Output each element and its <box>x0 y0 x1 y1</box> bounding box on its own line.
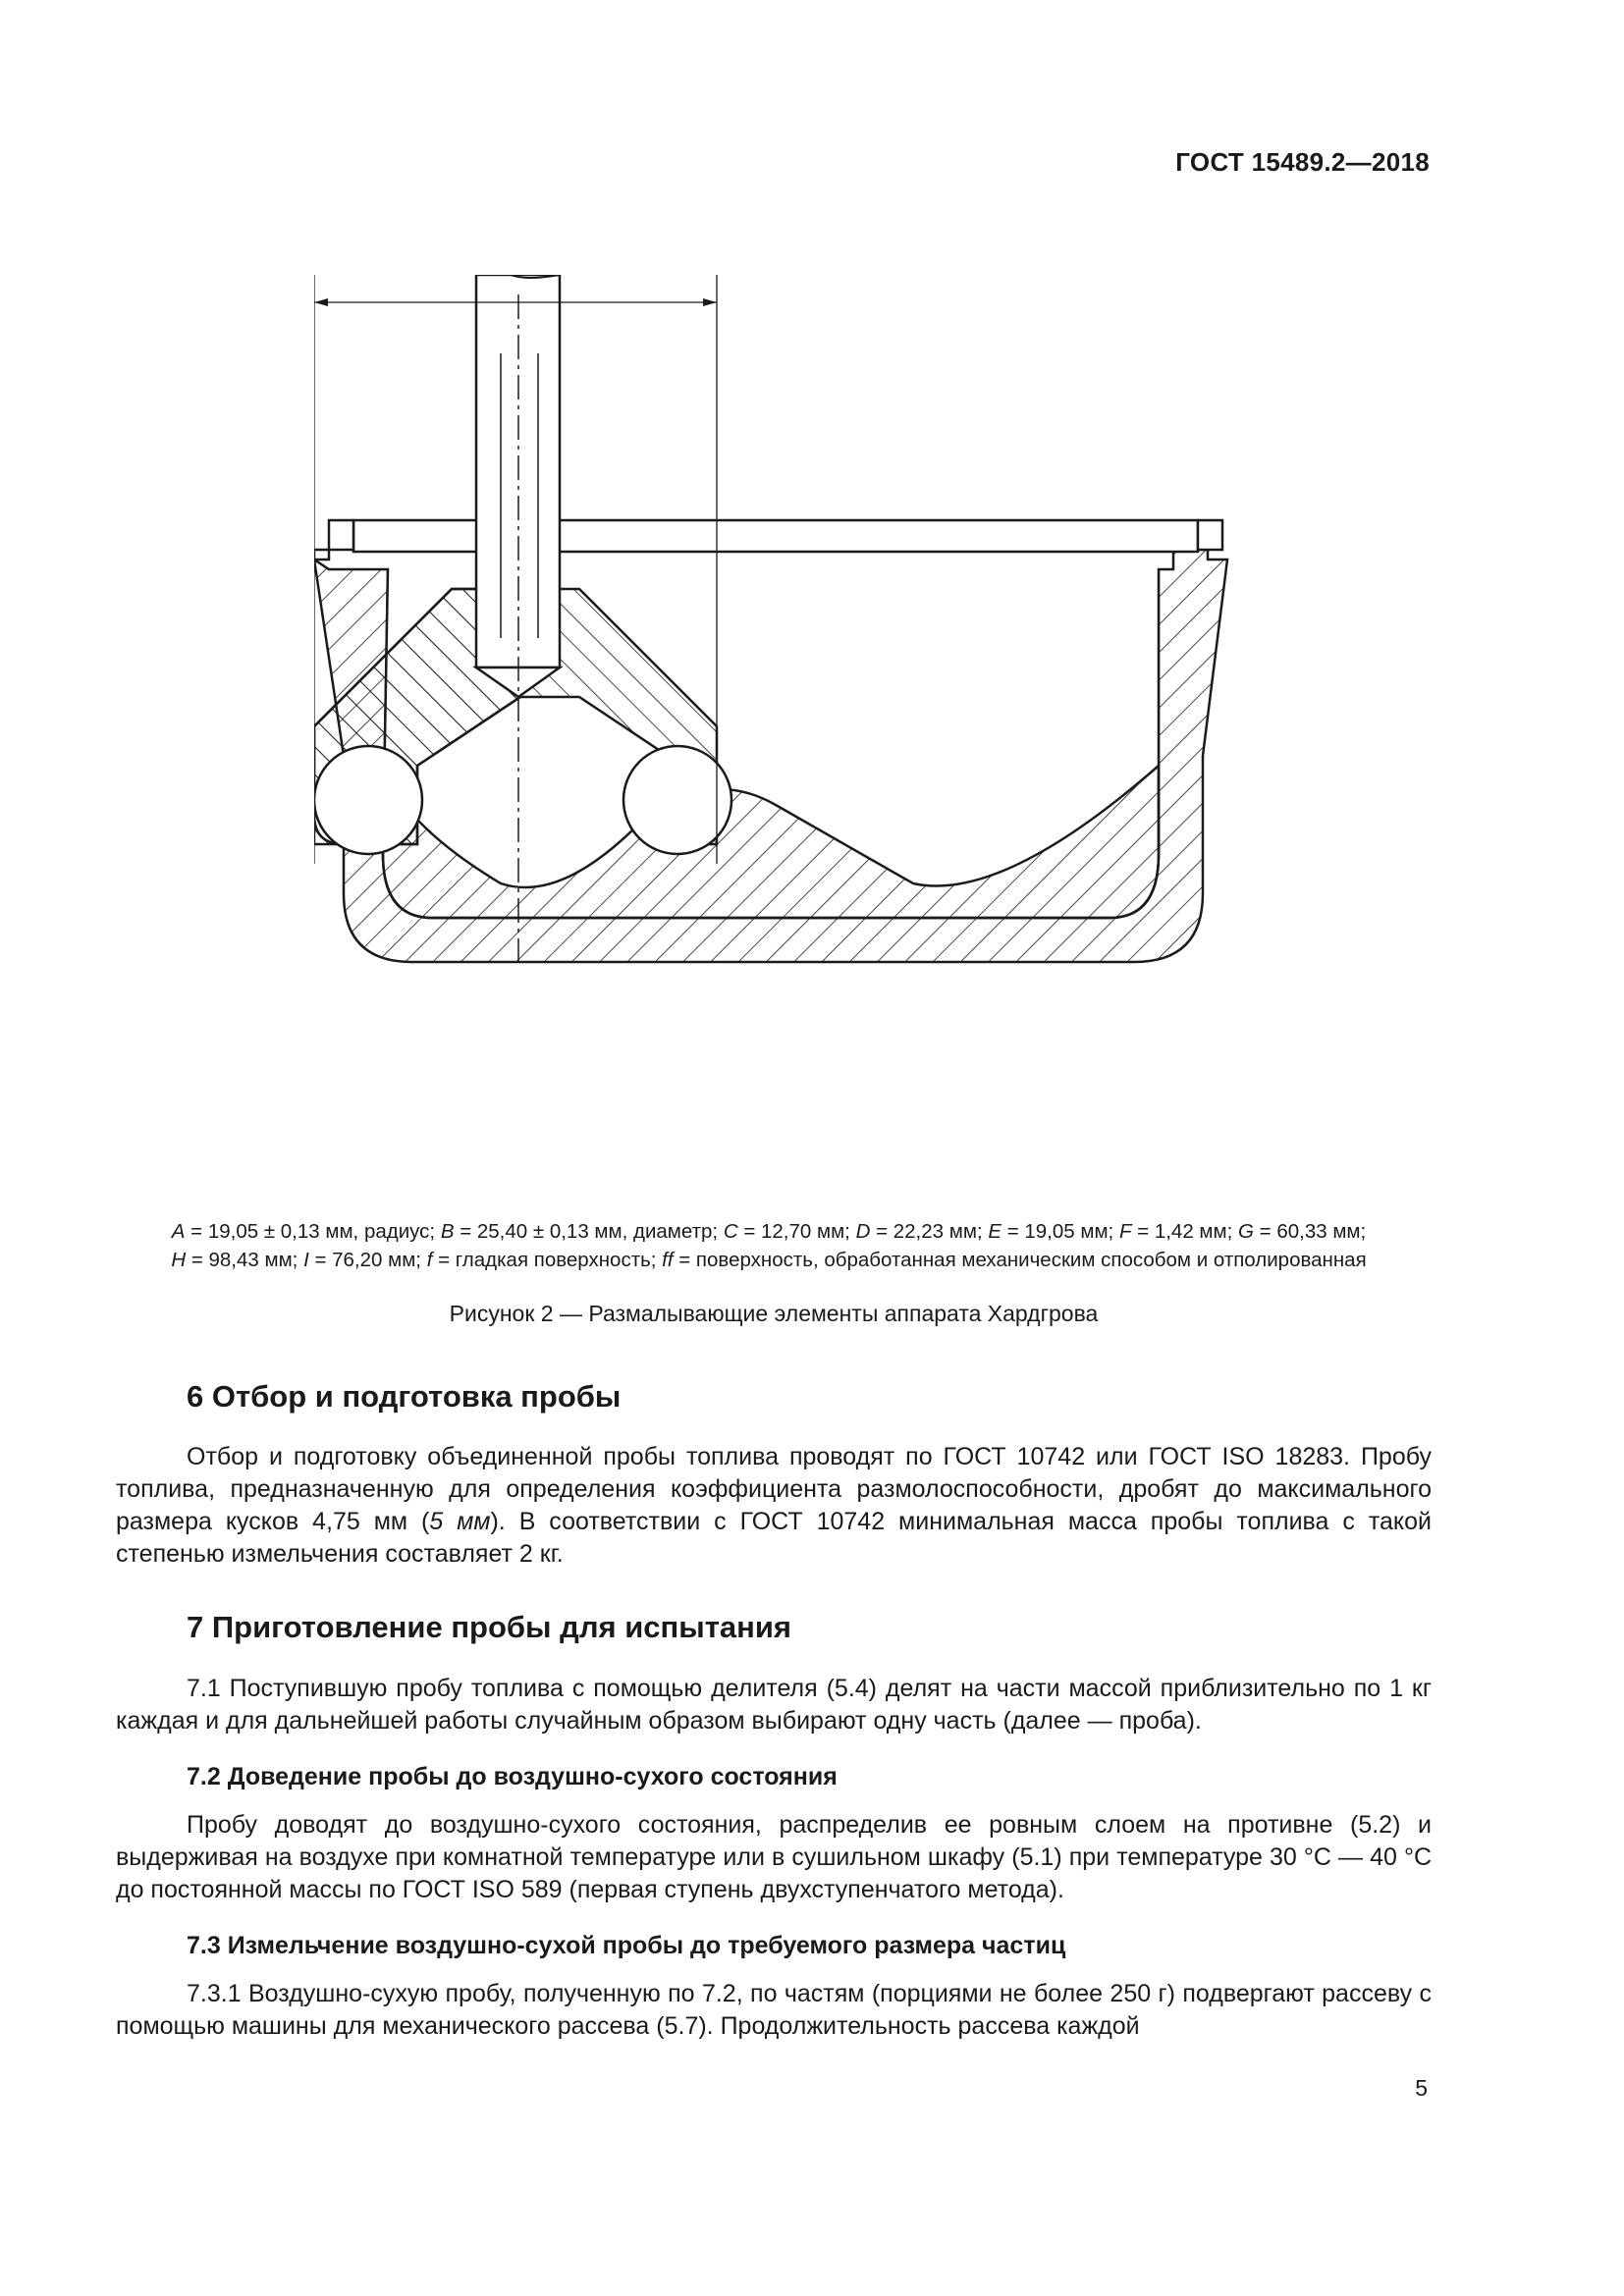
legend-line-1: A = 19,05 ± 0,13 мм, радиус; B = 25,40 ± 0,13 мм, диаметр; C = 12,70 мм; D = 22,23 мм; E = 19,05 мм; F = 1,42 мм; G = 60,33 мм; <box>171 1220 1367 1243</box>
section-6-paragraph: Отбор и подготовку объединенной пробы топлива проводят по ГОСТ 10742 или ГОСТ ISO 18283. Пробу топлива, предназначенную для определения коэффициента размолоспособности, дробят до максимального размера кусков 4,75 мм (5 мм). В соответствии с ГОСТ 10742 минимальная масса пробы топлива с такой степенью измельчения составляет 2 кг. <box>116 1443 1432 1568</box>
hardgrove-grinding-elements-figure <box>314 275 1237 1148</box>
page-number: 5 <box>1415 2075 1428 2101</box>
bowl <box>314 275 1227 962</box>
ball-left <box>314 746 422 854</box>
subsection-7-3-heading: 7.3 Измельчение воздушно-сухой пробы до требуемого размера частиц <box>187 1932 1066 1959</box>
subsection-7-2-heading: 7.2 Доведение пробы до воздушно-сухого состояния <box>187 1763 838 1790</box>
document-code: ГОСТ 15489.2—2018 <box>1175 147 1430 177</box>
figure-caption: Рисунок 2 — Размалывающие элементы аппарата Хардгрова <box>449 1301 1099 1326</box>
figure-legend <box>116 1217 1422 1274</box>
legend-line-2: H = 98,43 мм; I = 76,20 мм; f = гладкая поверхность; ff = поверхность, обработанная механическим способом и отполированная <box>171 1249 1367 1271</box>
figure-drawing <box>314 275 1237 1148</box>
section-6-heading: 6 Отбор и подготовка пробы <box>187 1379 622 1414</box>
paragraph-7-2: Пробу доводят до воздушно-сухого состояния, распределив ее ровным слоем на противне (5.2) и выдерживая на воздухе при комнатной температуре или в сушильном шкафу (5.1) при температуре 30 °С — 40 °С до постоянной массы по ГОСТ ISO 589 (первая ступень двухступенчатого метода). <box>116 1811 1432 1903</box>
section-7-heading: 7 Приготовление пробы для испытания <box>187 1610 792 1644</box>
paragraph-7-3-1: 7.3.1 Воздушно-сухую пробу, полученную по 7.2, по частям (порциями не более 250 г) подвергают рассеву с помощью машины для механического рассева (5.7). Продолжительность рассева каждой <box>116 1980 1432 2040</box>
paragraph-7-1: 7.1 Поступившую пробу топлива с помощью делителя (5.4) делят на части массой приблизительно по 1 кг каждая и для дальнейшей работы случайным образом выбирают одну часть (далее — проба). <box>116 1675 1432 1735</box>
ball-right <box>623 746 731 854</box>
